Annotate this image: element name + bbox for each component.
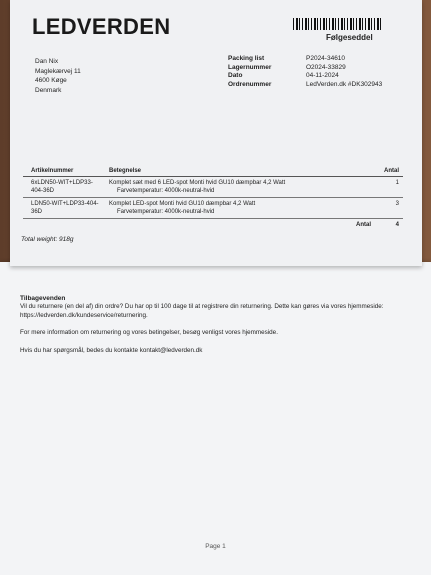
- customer-address: [35, 57, 81, 95]
- info-row-dato: [228, 72, 382, 81]
- returns-title: Tilbagevenden: [20, 295, 66, 302]
- table-row: [23, 198, 403, 219]
- address-street: Maglekærvej 11: [35, 67, 81, 75]
- row-description: Komplet sæt med 6 LED-spot Monti hvid GU10 dæmpbar 4,2 Watt: [109, 180, 286, 186]
- row-description-cell: [101, 198, 373, 219]
- returns-paragraph-3: Hvis du har spørgsmål, bedes du kontakte kontakt@ledverden.dk: [20, 346, 203, 354]
- total-row: [23, 219, 403, 232]
- header-description: Betegnelse: [101, 167, 373, 177]
- header-qty: Antal: [373, 167, 403, 177]
- info-row-packing-list: [228, 55, 382, 64]
- row-article: LDN50-WIT+LDP33-404-36D: [23, 198, 101, 219]
- row-detail: Farvetemperatur: 4000k-neutral-hvid: [117, 209, 215, 215]
- info-value: 04-11-2024: [306, 72, 339, 80]
- row-qty: 1: [373, 177, 403, 198]
- header-article: Artikelnummer: [23, 167, 101, 177]
- returns-paragraph-1: Vil du returnere (en del af) din ordre? Du har op til 100 dage til at registrere din returnering. Dette kan gøres via vores hjemmeside: https://ledverden.dk/kundeservice/returnering.: [20, 303, 384, 319]
- row-description: Komplet LED-spot Monti hvid GU10 dæmpbar 4,2 Watt: [109, 201, 256, 207]
- upper-paper-sheet: [10, 0, 422, 266]
- address-country: Denmark: [35, 86, 62, 94]
- document-type: Følgeseddel: [326, 33, 373, 42]
- info-value: LedVerden.dk #DK302943: [306, 80, 383, 88]
- info-value: P2024-34610: [306, 55, 346, 62]
- info-label: Ordrenummer: [228, 80, 272, 88]
- ledverden-logo: LEDVERDEN: [32, 14, 171, 39]
- table-row: [23, 177, 403, 198]
- row-detail: Farvetemperatur: 4000k-neutral-hvid: [117, 188, 215, 194]
- info-row-lagernummer: [228, 64, 382, 73]
- order-info: [228, 55, 382, 89]
- row-qty: 3: [373, 198, 403, 219]
- returns-paragraph-2: For mere information om returnering og vores betingelser, besøg venligst vores hjemmeside.: [20, 329, 278, 337]
- info-value: O2024-33829: [306, 63, 346, 71]
- page-number: Page 1: [205, 543, 226, 550]
- info-label: Dato: [228, 72, 243, 80]
- barcode-image: [293, 18, 383, 30]
- info-label: Packing list: [228, 55, 265, 62]
- total-weight: Total weight: 918g: [21, 236, 74, 243]
- address-city: 4600 Køge: [35, 77, 67, 85]
- row-description-cell: [101, 177, 373, 198]
- info-label: Lagernummer: [228, 63, 272, 71]
- total-value: 4: [395, 222, 399, 228]
- table-header-row: [23, 167, 403, 177]
- info-row-ordrenummer: [228, 81, 382, 90]
- address-name: Dan Nix: [35, 58, 59, 65]
- row-article: 6xLDN50-WIT+LDP33-404-36D: [23, 177, 101, 198]
- items-table: [23, 167, 403, 231]
- returns-section: [20, 295, 410, 364]
- total-label: Antal: [356, 222, 371, 228]
